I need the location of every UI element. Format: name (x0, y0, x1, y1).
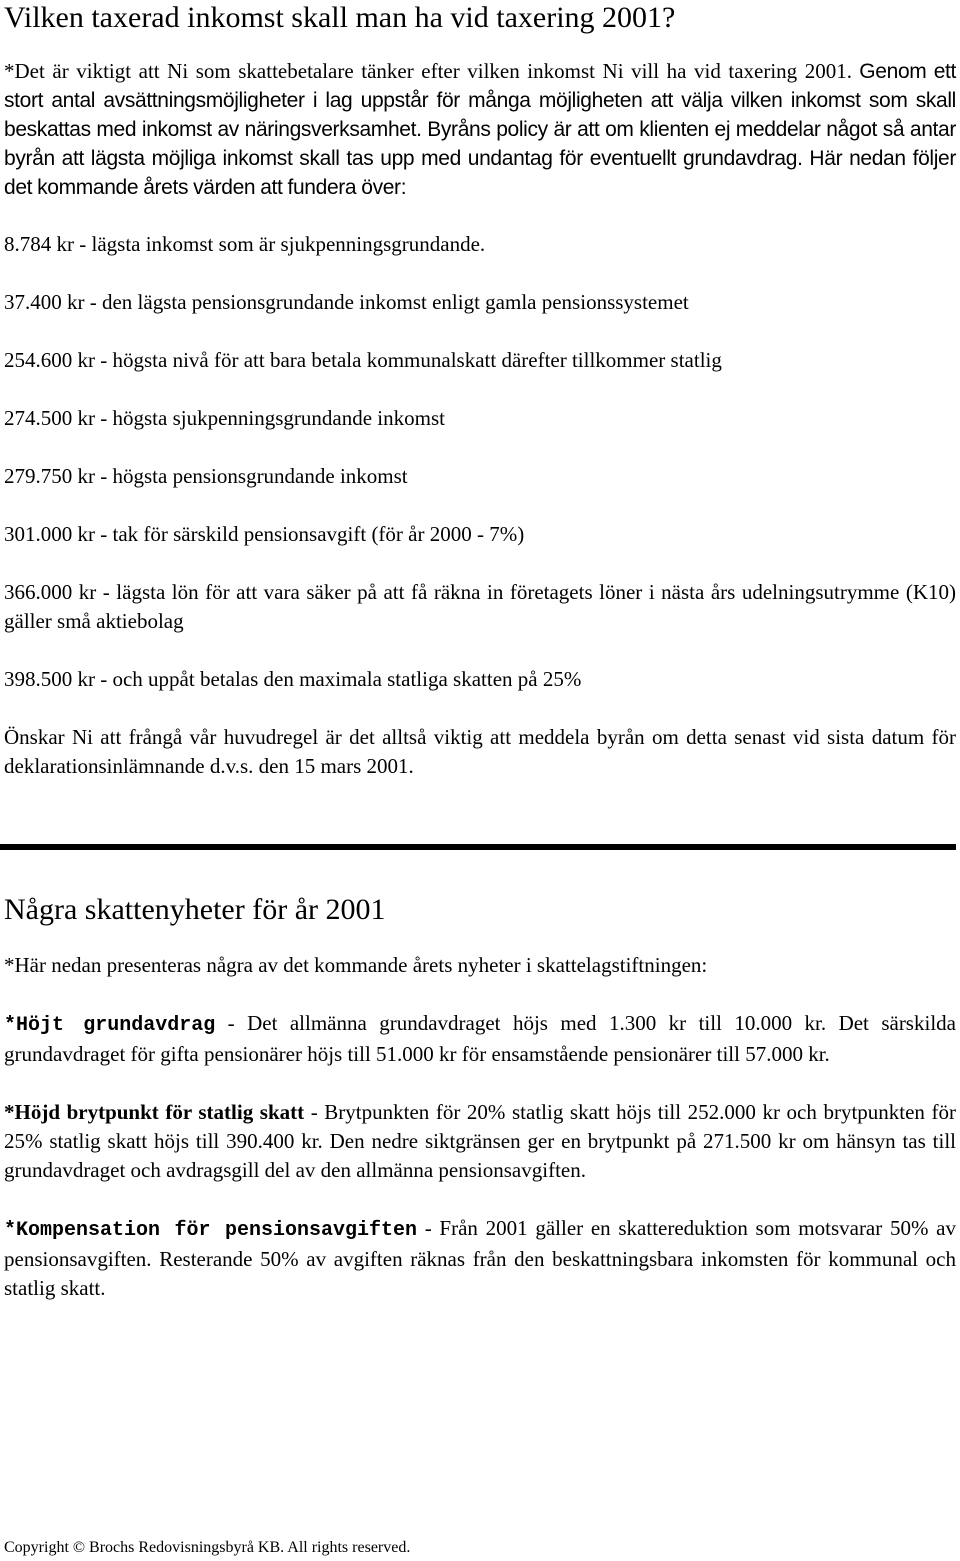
news-item-heading: *Höjd brytpunkt för statlig skatt (4, 1100, 305, 1124)
tax-news-section (4, 890, 956, 1303)
income-value-item: 254.600 kr - högsta nivå för att bara betala kommunalskatt därefter tillkommer statlig (4, 348, 722, 372)
news-item-heading: *Höjt grundavdrag (4, 1014, 216, 1037)
news-item-heading: *Kompensation för pensionsavgiften (4, 1219, 417, 1242)
section-divider (0, 844, 956, 850)
income-value-item: 37.400 kr - den lägsta pensionsgrundande inkomst enligt gamla pensionssystemet (4, 290, 689, 314)
closing-paragraph: Önskar Ni att frångå vår huvudregel är det alltså viktig att meddela byrån om detta senast vid sista datum för deklarationsinlämnande d.v.s. den 15 mars 2001. (4, 725, 956, 778)
section-title: Några skattenyheter för år 2001 (4, 893, 386, 926)
news-item-text: - Det allmänna grundavdraget höjs med 1.300 kr till 10.000 kr. Det särskilda grundavdraget för gifta pensionärer höjs till 51.000 kr för ensamstående pensionärer till 57.000 kr. (4, 1011, 956, 1066)
page-title: Vilken taxerad inkomst skall man ha vid taxering 2001? (4, 1, 676, 34)
news-item (4, 1214, 956, 1303)
intro-body: Genom ett stort antal avsättningsmöjligheter i lag uppstår för många möjligheten att välja vilken inkomst som skall beskattas med inkomst av näringsverksamhet. Byråns policy är att om klienten ej meddelar något så antar byrån att lägsta möjliga inkomst skall tas upp med undantag för eventuellt grundavdrag. Här nedan följer det kommande årets värden att fundera över: (4, 60, 956, 199)
copyright-footer: Copyright © Brochs Redovisningsbyrå KB. All rights reserved. (4, 1539, 411, 1556)
income-value-item: 301.000 kr - tak för särskild pensionsavgift (för år 2000 - 7%) (4, 522, 525, 546)
income-value-item: 398.500 kr - och uppåt betalas den maximala statliga skatten på 25% (4, 667, 582, 691)
section-intro: *Här nedan presenteras några av det kommande årets nyheter i skattelagstiftningen: (4, 953, 708, 977)
news-item-text: - Brytpunkten för 20% statlig skatt höjs till 252.000 kr och brytpunkten för 25% statlig skatt höjs till 390.400 kr. Den nedre siktgränsen ger en brytpunkt på 271.500 kr om hänsyn tas till grundavdraget och avdragsgill del av den allmänna pensionsavgiften. (4, 1100, 957, 1182)
document-page (4, 0, 956, 781)
news-item (4, 1098, 956, 1185)
income-value-item: 274.500 kr - högsta sjukpenningsgrundande inkomst (4, 406, 445, 430)
news-item (4, 1009, 956, 1069)
income-values-list (4, 230, 956, 694)
income-value-item: 8.784 kr - lägsta inkomst som är sjukpenningsgrundande. (4, 232, 486, 256)
news-item-text: - Från 2001 gäller en skattereduktion som motsvarar 50% av pensionsavgiften. Resterande 50% av avgiften räknas från den beskattningsbara inkomsten för kommunal och statlig skatt. (4, 1216, 956, 1300)
intro-paragraph (4, 57, 956, 202)
income-value-item: 366.000 kr - lägsta lön för att vara säker på att få räkna in företagets löner i nästa års udelningsutrymme (K10) gäller små aktiebolag (4, 580, 956, 633)
intro-lead: *Det är viktigt att Ni som skattebetalare tänker efter vilken inkomst Ni vill ha vid taxering 2001. (4, 59, 852, 83)
income-value-item: 279.750 kr - högsta pensionsgrundande inkomst (4, 464, 408, 488)
